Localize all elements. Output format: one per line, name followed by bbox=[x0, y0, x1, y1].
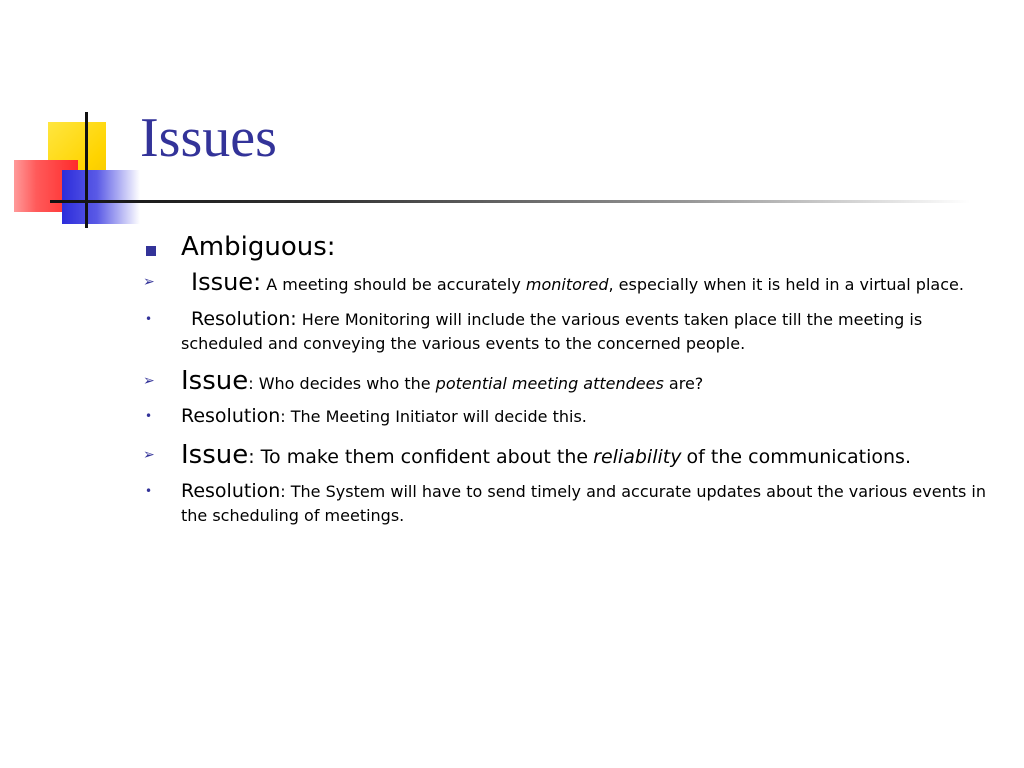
issue-2-post: are? bbox=[668, 374, 704, 393]
resolution-3-lead: Resolution bbox=[181, 480, 281, 502]
arrow-bullet-icon: ➢ bbox=[143, 274, 155, 290]
issue-2 bbox=[140, 366, 1000, 399]
issue-3-emphasis: reliability bbox=[593, 446, 682, 468]
issue-1-post: , especially when it is held in a virtual place. bbox=[608, 275, 964, 294]
issue-1-pre: A meeting should be accurately bbox=[266, 275, 521, 294]
resolution-2 bbox=[140, 403, 1000, 430]
issue-1 bbox=[140, 270, 1000, 297]
decor-blue-square bbox=[62, 170, 140, 224]
dot-bullet-icon: • bbox=[145, 312, 153, 326]
issue-2-emphasis: potential meeting attendees bbox=[435, 374, 664, 393]
resolution-1-lead: Resolution: bbox=[191, 308, 297, 330]
bullet-ambiguous-label: Ambiguous: bbox=[181, 232, 336, 262]
decor-vertical-line bbox=[85, 112, 88, 228]
issue-3-post: of the communications. bbox=[686, 446, 911, 468]
resolution-2-text: : The Meeting Initiator will decide this. bbox=[280, 407, 587, 426]
resolution-3 bbox=[140, 479, 1000, 528]
issue-2-pre: : Who decides who the bbox=[248, 374, 431, 393]
resolution-3-text: : The System will have to send timely and accurate updates about the various events in the scheduling of meetings. bbox=[181, 482, 986, 525]
title-underline bbox=[50, 200, 970, 203]
issue-2-lead: Issue bbox=[181, 366, 249, 396]
resolution-1-text: Here Monitoring will include the various events taken place till the meeting is scheduled and conveying the various events to the concerned people. bbox=[181, 310, 923, 353]
slide-title: Issues bbox=[140, 107, 277, 169]
issue-1-lead: Issue: bbox=[191, 268, 262, 296]
resolution-2-lead: Resolution bbox=[181, 405, 281, 427]
issue-1-emphasis: monitored bbox=[525, 275, 609, 294]
issue-3-pre: : To make them confident about the bbox=[248, 446, 589, 468]
dot-bullet-icon: • bbox=[145, 409, 153, 423]
resolution-1 bbox=[140, 307, 1000, 356]
bullet-ambiguous bbox=[140, 232, 1000, 262]
dot-bullet-icon: • bbox=[145, 484, 153, 498]
arrow-bullet-icon: ➢ bbox=[143, 447, 155, 463]
issue-3 bbox=[140, 440, 1000, 473]
square-bullet-icon bbox=[146, 246, 156, 256]
issue-3-lead: Issue bbox=[181, 440, 249, 470]
slide-body bbox=[140, 232, 1000, 528]
arrow-bullet-icon: ➢ bbox=[143, 373, 155, 389]
